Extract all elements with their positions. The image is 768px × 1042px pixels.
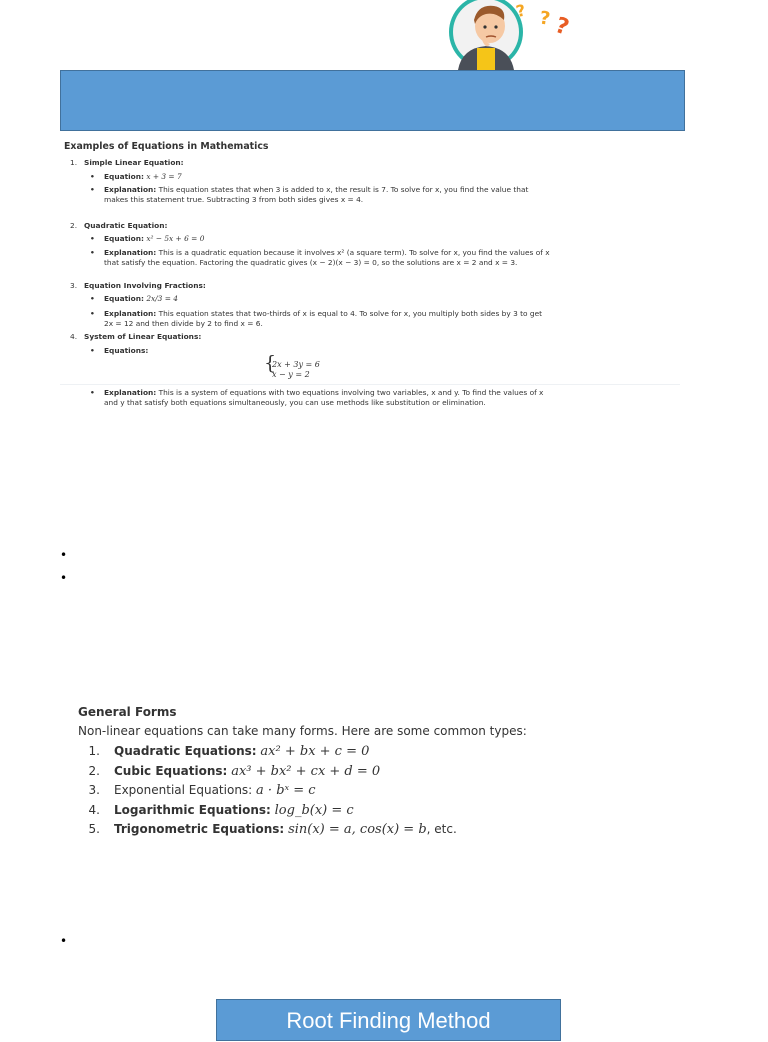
form-item: 1. Quadratic Equations: ax² + bx + c = 0 xyxy=(88,744,370,759)
general-forms-image xyxy=(78,705,698,840)
system-of-equations: { 2x + 3y = 6 x − y = 2 xyxy=(264,352,320,379)
svg-text:?: ? xyxy=(514,0,528,22)
svg-text:?: ? xyxy=(538,7,552,30)
svg-text:?: ? xyxy=(552,13,572,41)
question-mark-icons xyxy=(514,1,572,41)
divider xyxy=(60,384,680,385)
title-banner xyxy=(60,70,685,131)
confused-person-illustration xyxy=(444,0,590,70)
form-item: 5. Trigonometric Equations: sin(x) = a, cos(x) = b, etc. xyxy=(88,822,457,837)
example-heading: 2. Quadratic Equation: xyxy=(70,221,168,230)
example-heading: 1. Simple Linear Equation: xyxy=(70,158,184,167)
form-item: 4. Logarithmic Equations: log_b(x) = c xyxy=(88,802,354,818)
general-forms-title: General Forms xyxy=(78,705,177,719)
empty-bullet: • xyxy=(60,571,68,585)
root-finding-method-banner xyxy=(216,999,561,1041)
example-explanation: • Explanation: This equation states that when 3 is added to x, the result is 7. To solve for x, you find the value that makes this statement true. Subtracting 3 from both sides gives x = 4. xyxy=(90,185,529,204)
example-explanation: • Explanation: This equation states that two-thirds of x is equal to 4. To solve for x, you multiply both sides by 3 to get 2x = 12 and then divide by 2 to find x = 6. xyxy=(90,309,543,328)
example-explanation: • Explanation: This is a quadratic equation because it involves x² (a square term). To solve for x, you find the values of x that satisfy the equation. Factoring the quadratic gives (x − 2)(x − 3) = 0, so the solutions are x = 2 and x = 3. xyxy=(90,248,550,267)
example-equation: • Equations: xyxy=(90,346,149,355)
examples-title: Examples of Equations in Mathematics xyxy=(64,141,269,152)
example-explanation: • Explanation: This is a system of equations with two equations involving two variables, x and y. To find the values of x and y that satisfy both equations simultaneously, you can use methods like substitution or elimination. xyxy=(90,388,544,407)
form-item: 3. Exponential Equations: a · bˣ = c xyxy=(88,783,316,798)
example-equation: • Equation: x² − 5x + 6 = 0 xyxy=(90,234,205,243)
example-heading: 4. System of Linear Equations: xyxy=(70,332,202,341)
example-heading: 3. Equation Involving Fractions: xyxy=(70,281,206,290)
form-item: 2. Cubic Equations: ax³ + bx² + cx + d = 0 xyxy=(88,763,381,779)
example-equation: • Equation: 2x/3 = 4 xyxy=(90,294,178,303)
empty-bullet: • xyxy=(60,548,68,562)
empty-bullet: • xyxy=(60,934,68,948)
example-equation: • Equation: x + 3 = 7 xyxy=(90,172,182,181)
examples-of-equations-image xyxy=(60,138,680,428)
bottom-banner-text: Root Finding Method xyxy=(286,1008,491,1033)
general-forms-intro: Non-linear equations can take many forms. Here are some common types: xyxy=(78,724,527,738)
